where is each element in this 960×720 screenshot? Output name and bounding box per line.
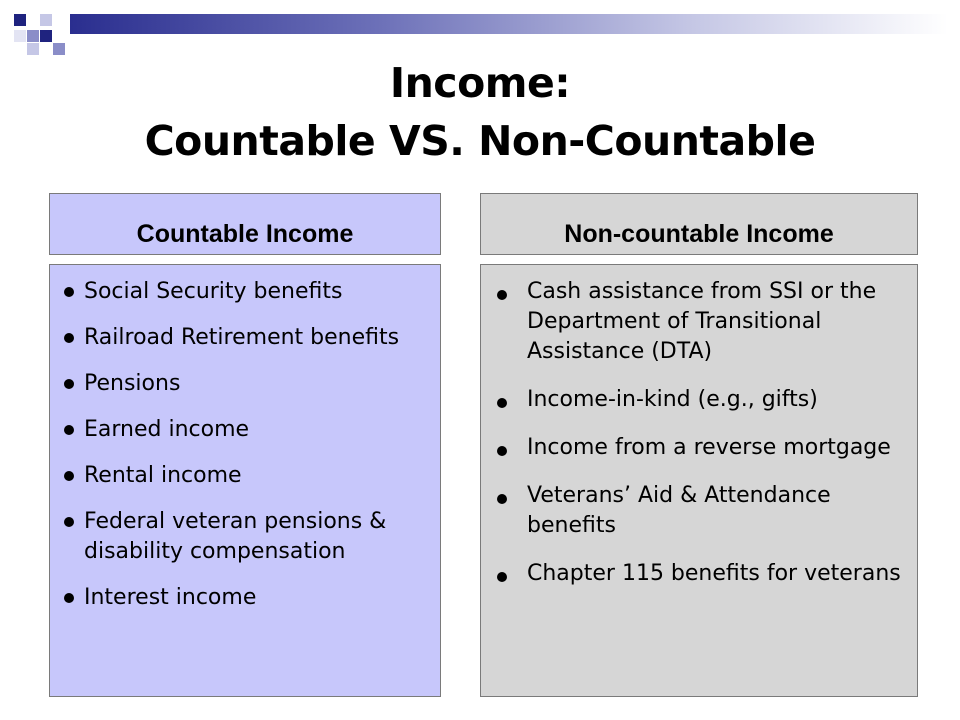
non-countable-income-list <box>495 277 909 589</box>
non-countable-heading-label: Non-countable Income <box>564 220 834 248</box>
title-line-1: Income: <box>389 59 571 107</box>
decor-square <box>14 30 26 42</box>
list-item: Railroad Retirement benefits <box>64 323 432 353</box>
countable-income-panel <box>49 264 441 697</box>
list-item: Earned income <box>64 415 432 445</box>
decor-square <box>40 30 52 42</box>
decor-square <box>40 14 52 26</box>
list-item: Pensions <box>64 369 432 399</box>
decor-square <box>14 14 26 26</box>
decor-square <box>27 30 39 42</box>
list-item: Income-in-kind (e.g., gifts) <box>495 385 909 415</box>
list-item: Cash assistance from SSI or the Department of Transitional Assistance (DTA) <box>495 277 909 367</box>
list-item: Income from a reverse mortgage <box>495 433 909 463</box>
title-line-2: Countable VS. Non-Countable <box>144 117 816 165</box>
list-item: Chapter 115 benefits for veterans <box>495 559 909 589</box>
list-item: Social Security benefits <box>64 277 432 307</box>
header-gradient-band <box>70 14 948 34</box>
countable-income-list <box>64 277 432 613</box>
countable-heading-label: Countable Income <box>136 220 354 248</box>
countable-income-heading <box>49 193 441 255</box>
non-countable-income-panel <box>480 264 918 697</box>
list-item: Federal veteran pensions & disability compensation <box>64 507 432 567</box>
list-item: Interest income <box>64 583 432 613</box>
list-item: Rental income <box>64 461 432 491</box>
non-countable-income-heading <box>480 193 918 255</box>
list-item: Veterans’ Aid & Attendance benefits <box>495 481 909 541</box>
slide-title <box>0 54 960 170</box>
